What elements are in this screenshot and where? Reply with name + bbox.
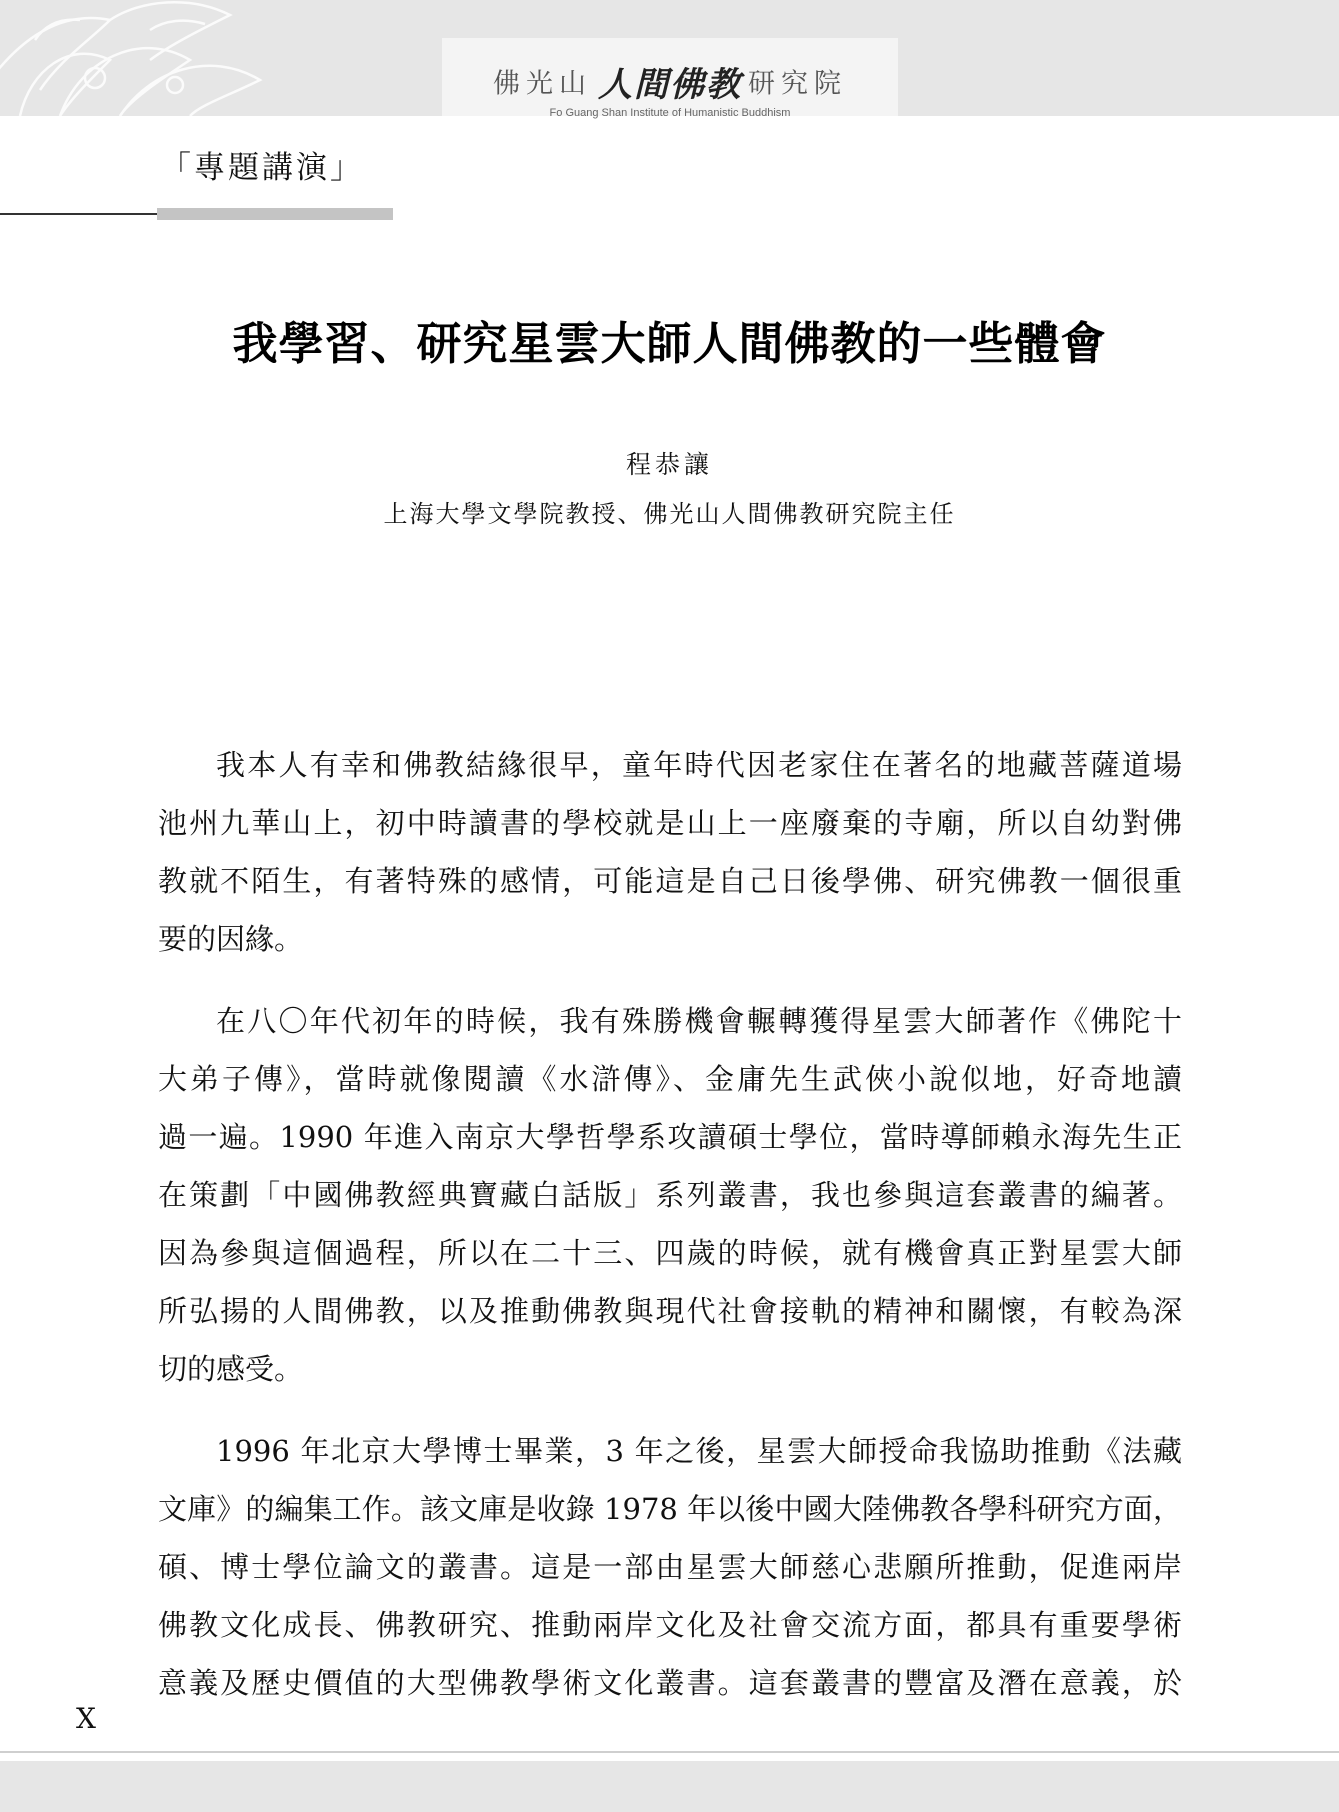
paragraph-spacer	[158, 968, 1182, 992]
paragraph-line: 文庫》的編集工作。該文庫是收錄 1978 年以後中國大陸佛教各學科研究方面，	[158, 1492, 1182, 1526]
article-body	[158, 736, 1182, 1712]
paragraph-line: 因為參與這個過程，所以在二十三、四歲的時候，就有機會真正對星雲大師	[158, 1236, 1182, 1270]
section-rule-thin	[0, 213, 160, 215]
paragraph-line: 池州九華山上，初中時讀書的學校就是山上一座廢棄的寺廟，所以自幼對佛	[158, 806, 1182, 840]
article-title: 我學習、研究星雲大師人間佛教的一些體會	[232, 317, 1107, 370]
paragraph-line: 在八〇年代初年的時候，我有殊勝機會輾轉獲得星雲大師著作《佛陀十	[216, 1004, 1182, 1038]
paragraph-spacer	[158, 1398, 1182, 1422]
brand-center: 人間佛教	[598, 64, 742, 105]
article-author: 程恭讓	[625, 450, 713, 479]
paragraph-line: 教就不陌生，有著特殊的感情，可能這是自己日後學佛、研究佛教一個很重	[158, 864, 1182, 898]
paragraph-line: 要的因緣。	[158, 922, 304, 956]
paragraph-line: 所弘揚的人間佛教，以及推動佛教與現代社會接軌的精神和關懷，有較為深	[158, 1294, 1182, 1328]
lotus-ornament-icon	[0, 0, 300, 116]
brand-right: 研究院	[748, 68, 847, 100]
brand-english-subtitle: Fo Guang Shan Institute of Humanistic Buddhism	[549, 107, 791, 119]
paragraph-line: 大弟子傳》，當時就像閱讀《水滸傳》、金庸先生武俠小說似地，好奇地讀	[158, 1062, 1182, 1096]
footer-rule	[0, 1751, 1339, 1753]
section-label: 「專題講演」	[160, 150, 364, 186]
section-rule-thick	[157, 208, 393, 220]
brand-logo	[442, 64, 898, 105]
paragraph-line: 我本人有幸和佛教結緣很早，童年時代因老家住在著名的地藏菩薩道場	[216, 748, 1182, 782]
footer-band	[0, 1761, 1339, 1812]
paragraph-1	[158, 736, 1182, 968]
paragraph-line: 碩、博士學位論文的叢書。這是一部由星雲大師慈心悲願所推動，促進兩岸	[158, 1550, 1182, 1584]
paragraph-line: 過一遍。1990 年進入南京大學哲學系攻讀碩士學位，當時導師賴永海先生正	[158, 1120, 1182, 1154]
paragraph-line: 1996 年北京大學博士畢業，3 年之後，星雲大師授命我協助推動《法藏	[216, 1434, 1182, 1468]
paragraph-line: 切的感受。	[158, 1352, 304, 1386]
paragraph-3	[158, 1422, 1182, 1712]
paragraph-line: 在策劃「中國佛教經典寶藏白話版」系列叢書，我也參與這套叢書的編著。	[158, 1178, 1182, 1212]
paragraph-line: 佛教文化成長、佛教研究、推動兩岸文化及社會交流方面，都具有重要學術	[158, 1608, 1182, 1642]
paragraph-line: 意義及歷史價值的大型佛教學術文化叢書。這套叢書的豐富及潛在意義，於	[158, 1666, 1182, 1700]
brand-left: 佛光山	[493, 68, 592, 100]
paragraph-2	[158, 992, 1182, 1398]
page-number: X	[76, 1702, 96, 1735]
article-affiliation: 上海大學文學院教授、佛光山人間佛教研究院主任	[383, 500, 956, 528]
